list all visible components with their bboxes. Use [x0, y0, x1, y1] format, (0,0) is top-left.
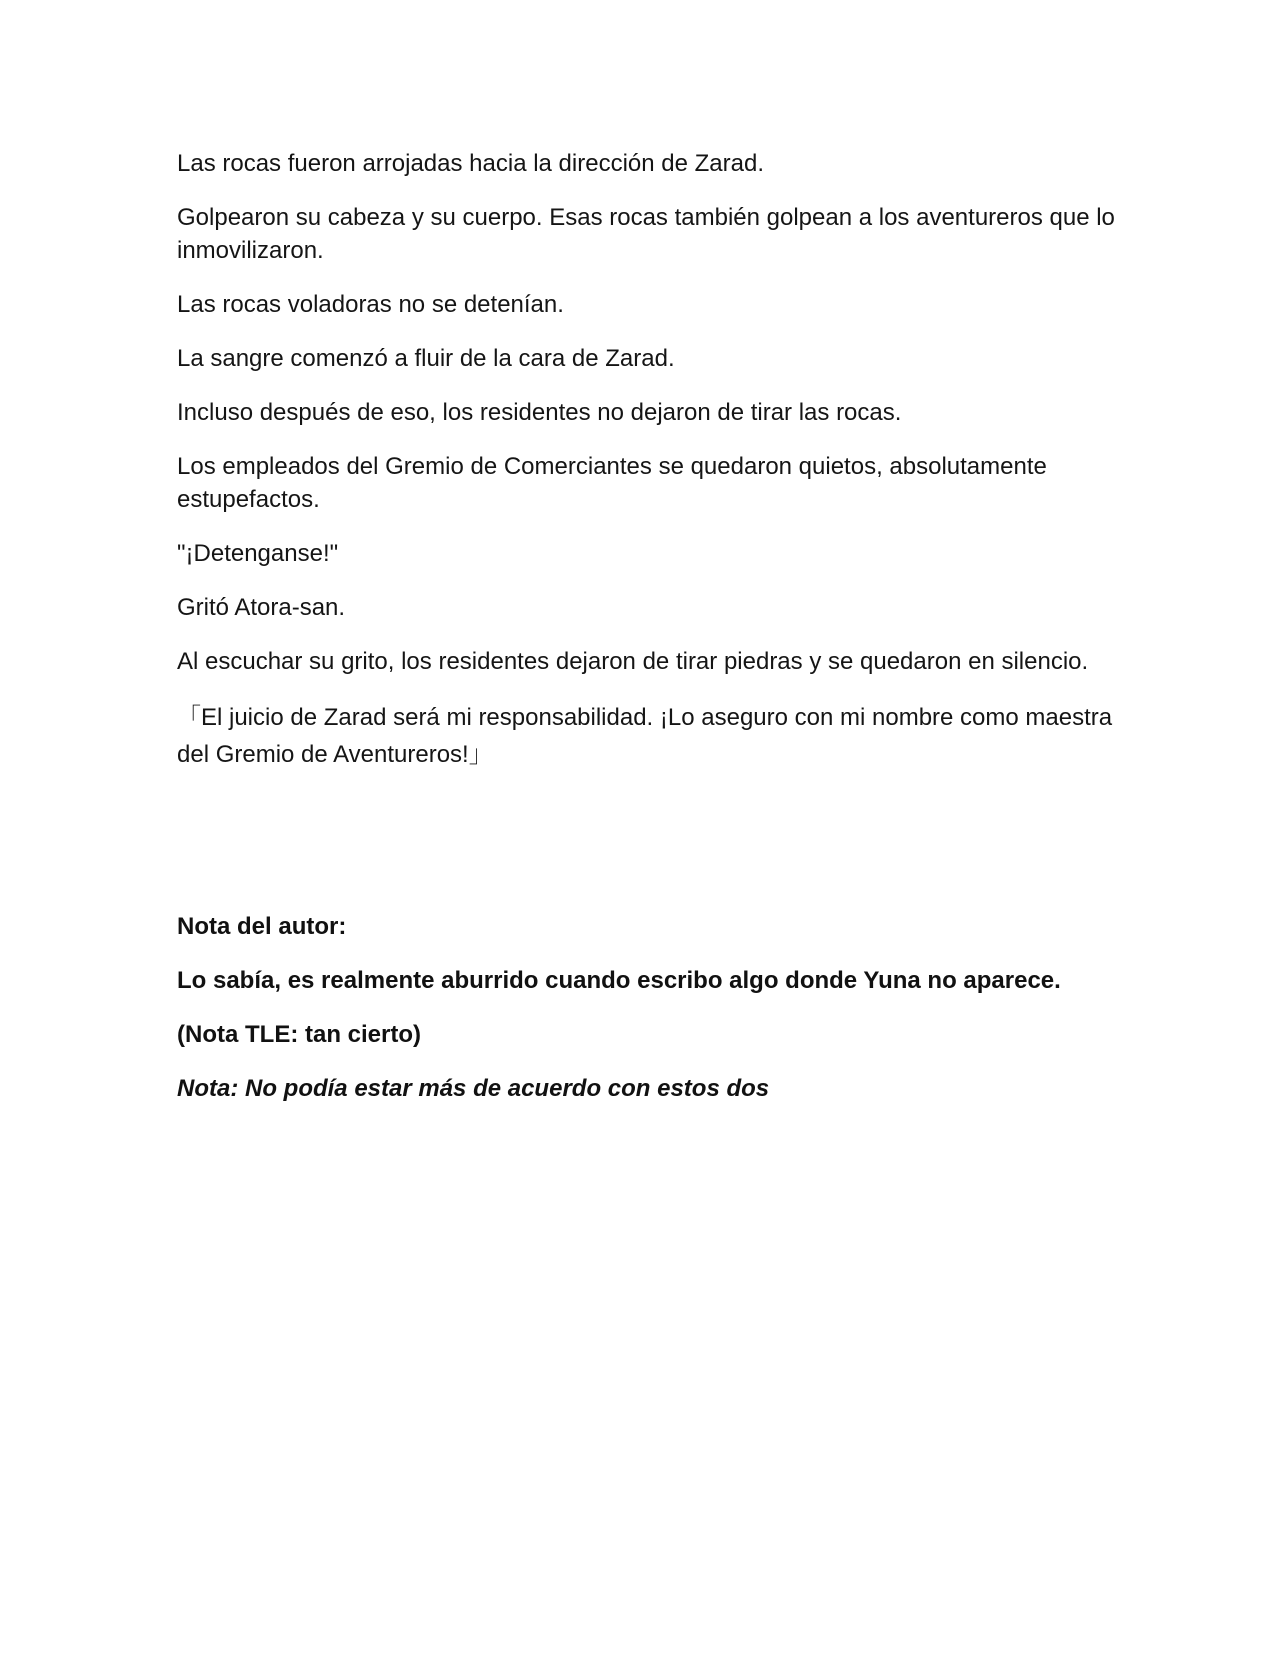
story-paragraph: Gritó Atora-san. [177, 594, 346, 621]
story-paragraph: Golpearon su cabeza y su cuerpo. Esas rocas también golpean a los aventureros que lo inmovilizaron. [177, 204, 1115, 264]
author-note-heading: Nota del autor: [177, 913, 347, 940]
story-paragraph: La sangre comenzó a fluir de la cara de Zarad. [177, 345, 675, 372]
story-paragraph: Incluso después de eso, los residentes no dejaron de tirar las rocas. [177, 399, 902, 426]
story-paragraph: Al escuchar su grito, los residentes dejaron de tirar piedras y se quedaron en silencio. [177, 648, 1089, 675]
page-content [177, 147, 1117, 1126]
story-paragraph: "¡Detenganse!" [177, 540, 339, 567]
story-paragraph: Los empleados del Gremio de Comerciantes se quedaron quietos, absolutamente estupefactos. [177, 453, 1047, 513]
author-note-text: Lo sabía, es realmente aburrido cuando escribo algo donde Yuna no aparece. [177, 967, 1061, 994]
editor-note: Nota: No podía estar más de acuerdo con estos dos [177, 1075, 770, 1102]
story-paragraph: Las rocas voladoras no se detenían. [177, 291, 564, 318]
story-paragraph: Las rocas fueron arrojadas hacia la dirección de Zarad. [177, 150, 764, 177]
section-spacer [177, 773, 1117, 910]
translator-note: (Nota TLE: tan cierto) [177, 1021, 421, 1048]
story-paragraph-quote: 「El juicio de Zarad será mi responsabilidad. ¡Lo aseguro con mi nombre como maestra del Gremio de Aventureros!」 [177, 704, 1113, 768]
